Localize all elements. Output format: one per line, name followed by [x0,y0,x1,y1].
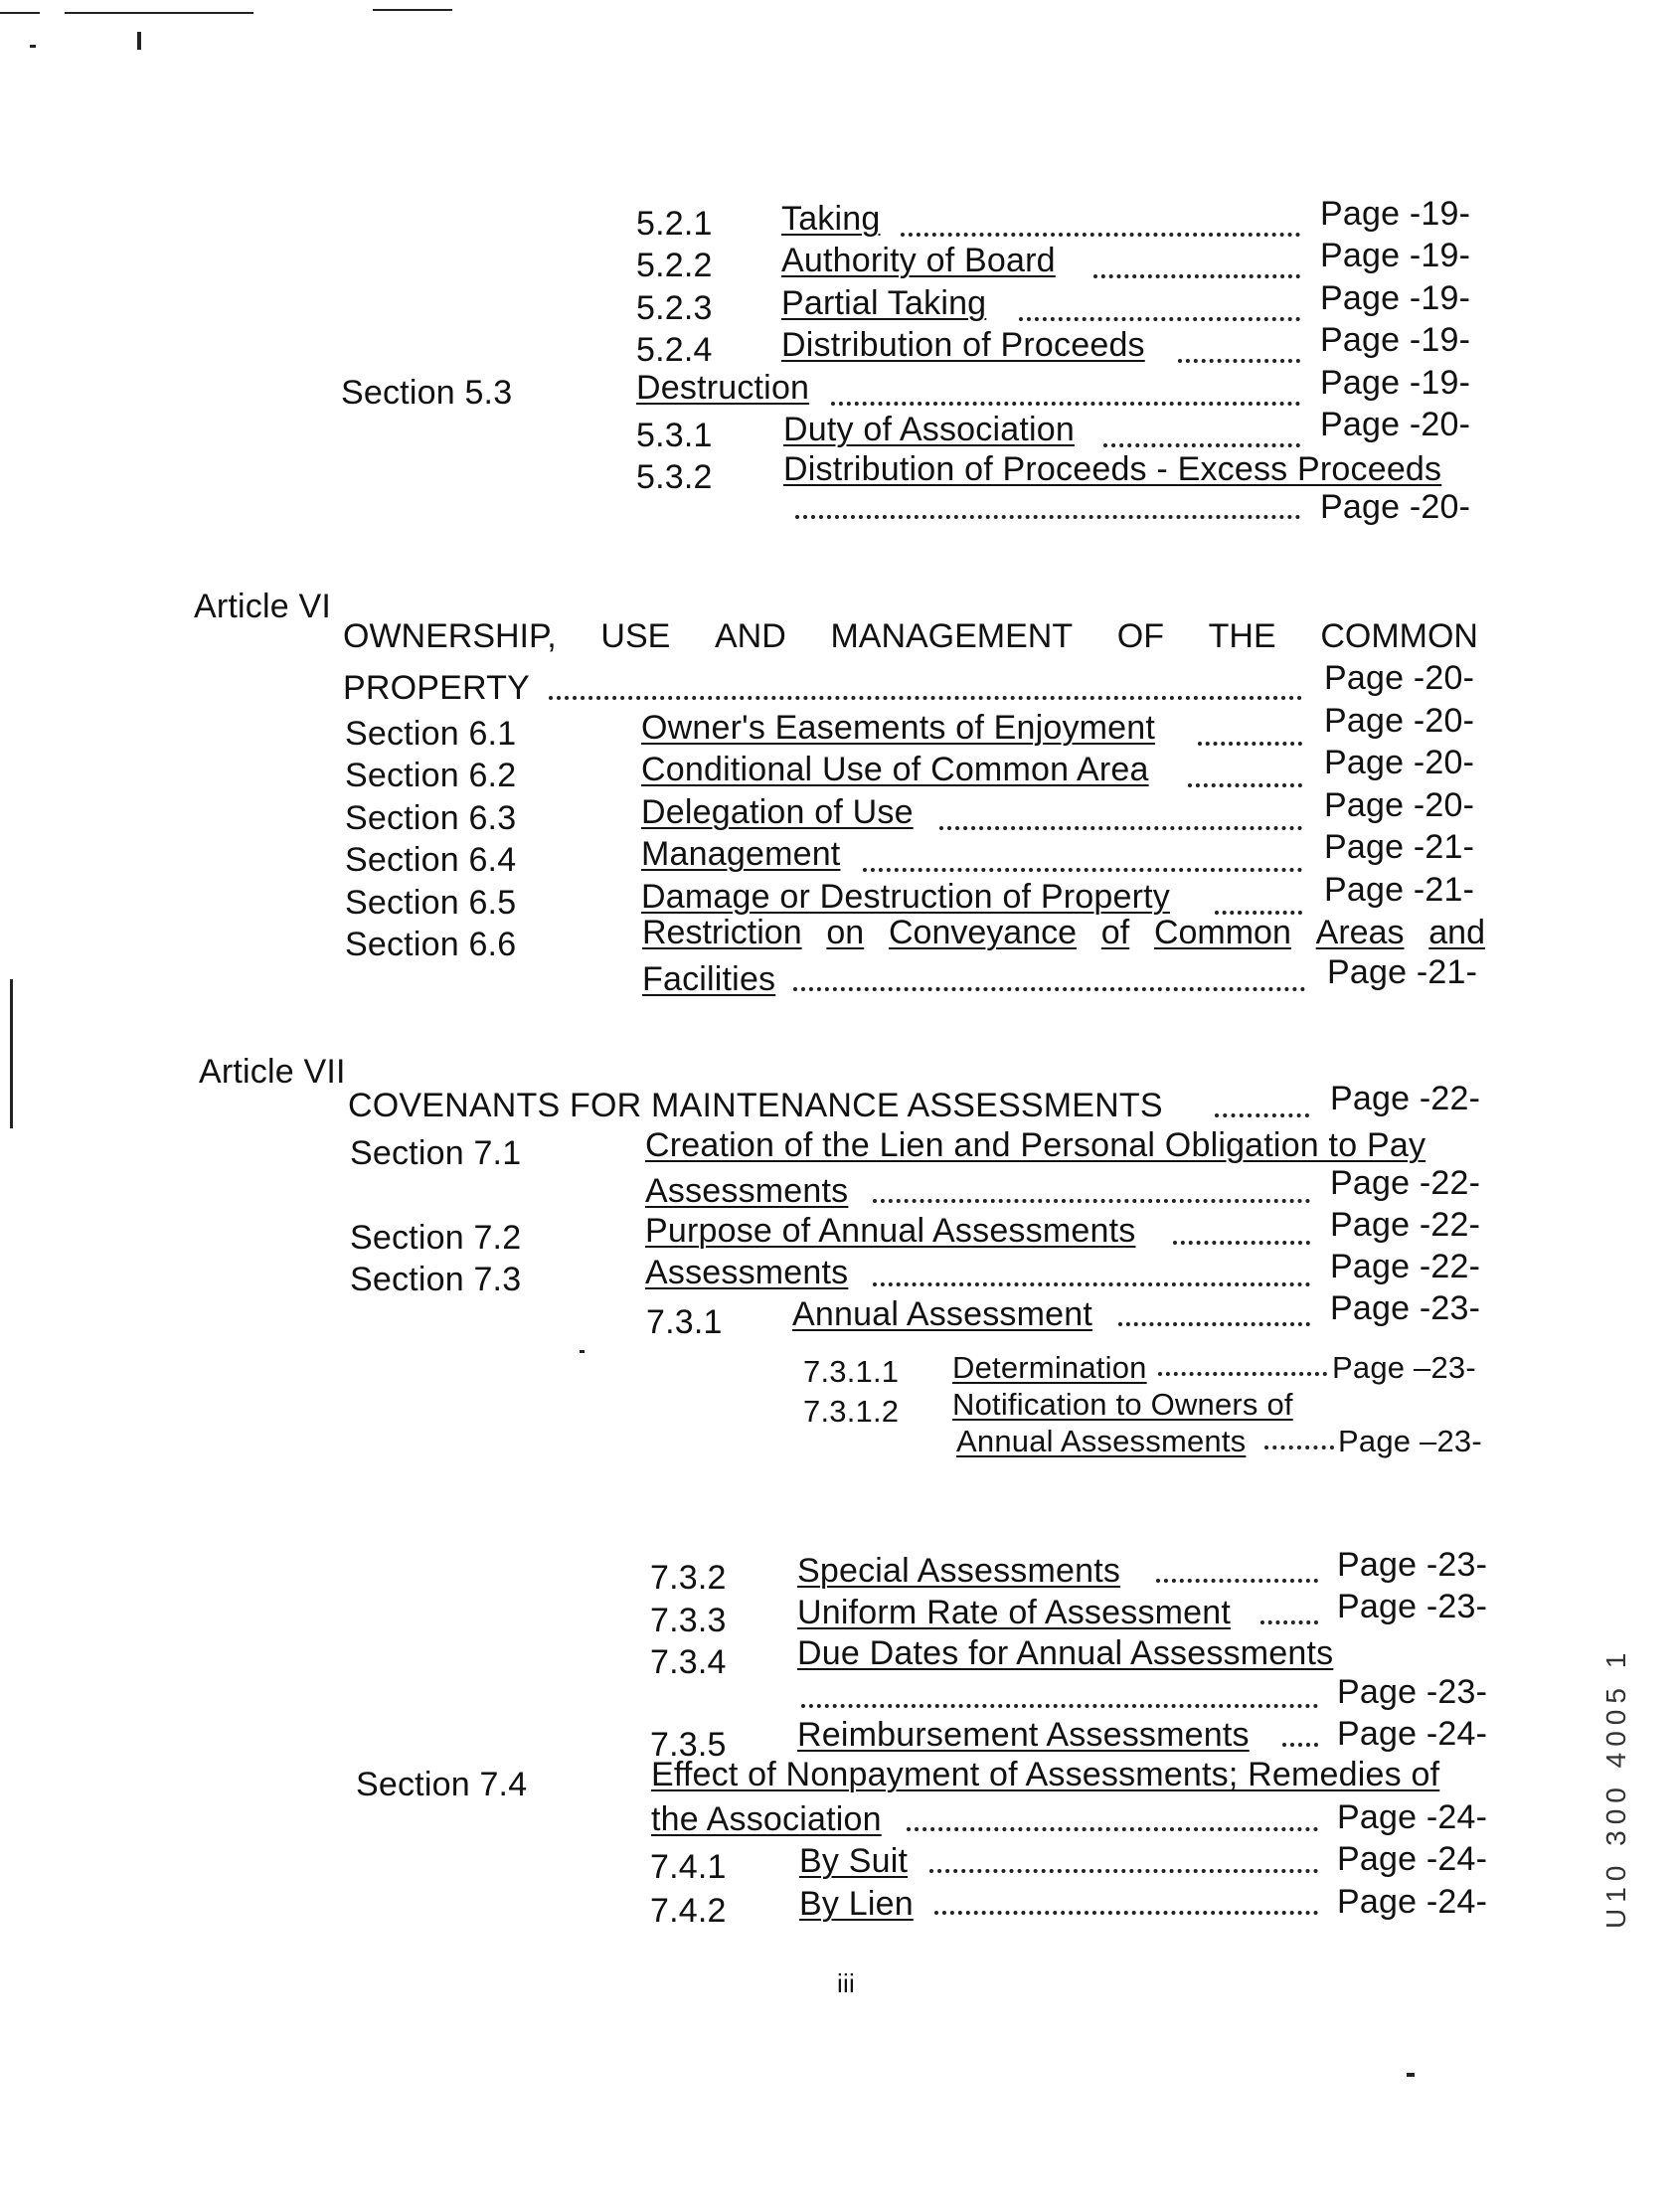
scan-mark [30,45,36,48]
toc-page: Page -19- [1320,321,1471,359]
dot-leader [549,688,1302,700]
dot-leader [934,1903,1318,1915]
toc-title-word: and [1428,914,1485,951]
toc-title: Notification to Owners of [952,1387,1293,1422]
toc-number: 7.3.1 [646,1303,723,1341]
toc-title: Creation of the Lien and Personal Obligation to Pay [645,1126,1426,1164]
article-title: COVENANTS FOR MAINTENANCE ASSESSMENTS [348,1087,1163,1124]
toc-page: Page -19- [1320,237,1471,274]
toc-title: Purpose of Annual Assessments [645,1212,1136,1250]
toc-title: Duty of Association [783,411,1075,448]
toc-page: Page -19- [1320,279,1471,317]
dot-leader [1282,1735,1318,1747]
footer-page-number: iii [837,1968,855,1998]
scan-mark [0,12,40,14]
article-title-line2: PROPERTY [343,669,531,707]
toc-page: Page -23- [1337,1673,1488,1711]
toc-title: Due Dates for Annual Assessments [797,1634,1334,1672]
toc-page: Page -24- [1337,1715,1488,1753]
toc-section-label: Section 6.1 [345,715,517,753]
dot-leader [873,1191,1310,1203]
toc-title: Management [641,835,841,873]
toc-page: Page -22- [1330,1164,1481,1202]
toc-title: By Suit [799,1842,909,1880]
toc-number: 7.4.1 [650,1848,727,1886]
toc-page: Page -19- [1320,195,1471,233]
toc-title-line2: the Association [651,1800,882,1838]
toc-page: Page -23- [1330,1289,1481,1327]
dot-leader [831,394,1300,406]
toc-title: Delegation of Use [641,793,914,831]
toc-section-label: Section 7.2 [350,1219,522,1257]
toc-page: Page -22- [1330,1080,1481,1117]
dot-leader [929,1861,1318,1873]
toc-number: 7.3.3 [650,1602,727,1639]
toc-section-label: Section 6.2 [345,757,517,794]
toc-page: Page -22- [1330,1248,1481,1285]
toc-page: Page -20- [1324,702,1475,740]
toc-section-label: Section 7.4 [356,1766,528,1803]
toc-number: 7.3.2 [650,1559,727,1597]
toc-number: 7.3.1.1 [803,1354,900,1389]
toc-section-label: Section 7.1 [350,1134,522,1172]
dot-leader [793,979,1305,991]
scan-mark [10,979,13,1128]
toc-title-line2: Facilities [642,960,776,998]
dot-leader [1093,266,1300,278]
dot-leader [1260,1613,1318,1624]
dot-leader [1103,435,1300,447]
dot-leader [1173,1233,1310,1245]
toc-page: Page -23- [1337,1546,1488,1584]
dot-leader [1178,351,1300,363]
toc-number: 7.4.2 [650,1892,727,1930]
toc-page: Page -21- [1324,871,1475,909]
toc-page: Page –23- [1332,1350,1476,1385]
toc-number: 5.2.3 [636,289,713,327]
toc-page: Page -20- [1324,786,1475,824]
scan-mark [580,1350,585,1353]
toc-page: Page -22- [1330,1206,1481,1244]
toc-title-word: of [1100,914,1130,951]
toc-title: Special Assessments [797,1552,1121,1590]
dot-leader [1118,1314,1310,1326]
toc-title: Destruction [636,369,810,407]
article-title [343,616,1478,656]
toc-page: Page –23- [1338,1424,1482,1458]
dot-leader [873,1275,1310,1286]
scan-mark [373,9,452,11]
article-title-word: USE [600,617,671,655]
article-title-word: COMMON [1320,617,1478,655]
toc-title-line2: Assessments [645,1172,849,1210]
article-title-word: OWNERSHIP, [343,617,557,655]
article-label: Article VI [194,588,332,625]
toc-number: 7.3.4 [650,1643,727,1681]
scan-mark [1407,2073,1415,2077]
toc-section-label: Section 6.5 [345,884,517,922]
article-title-word: MANAGEMENT [830,617,1074,655]
dot-leader [1158,1364,1327,1376]
article-title-word: THE [1208,617,1276,655]
toc-section-label: Section 7.3 [350,1261,522,1298]
toc-title-justified [642,913,1485,952]
dot-leader [1156,1571,1318,1583]
toc-page: Page -19- [1320,364,1471,402]
toc-page: Page -24- [1337,1883,1488,1921]
toc-page: Page -23- [1337,1588,1488,1625]
toc-title: Partial Taking [781,284,987,322]
toc-section-label: Section 5.3 [341,374,513,412]
toc-title-word: on [826,914,865,951]
dot-leader [795,507,1300,519]
dot-leader [1198,734,1302,746]
toc-page: Page -21- [1327,953,1478,991]
dot-leader [901,225,1300,237]
toc-title: Reimbursement Assessments [797,1716,1250,1754]
toc-number: 5.3.2 [636,458,713,496]
dot-leader [801,1696,1318,1708]
toc-page: Page -20- [1320,406,1471,443]
toc-page: Page -20- [1324,744,1475,781]
toc-title: Distribution of Proceeds [781,326,1145,364]
toc-title-line2: Annual Assessments [956,1424,1247,1458]
toc-section-label: Section 6.6 [345,926,517,963]
dot-leader [939,818,1302,830]
toc-page: Page -24- [1337,1798,1488,1836]
toc-number: 5.2.4 [636,331,713,369]
toc-section-label: Section 6.4 [345,841,517,879]
dot-leader [1215,1106,1309,1117]
toc-title: Assessments [645,1254,849,1291]
toc-title: Authority of Board [781,242,1056,279]
toc-title-word: Conveyance [889,914,1078,951]
dot-leader [907,1819,1318,1831]
toc-title: Distribution of Proceeds - Excess Proceeds [783,450,1442,488]
dot-leader [1188,775,1302,787]
toc-section-label: Section 6.3 [345,799,517,837]
dot-leader [1019,309,1300,321]
toc-title-word: Common [1153,914,1291,951]
scan-mark [137,32,141,50]
toc-title: Taking [781,200,881,238]
dot-leader [863,860,1302,872]
toc-title: Damage or Destruction of Property [641,878,1170,916]
toc-page: Page -20- [1320,488,1471,526]
toc-title-word: Restriction [642,914,802,951]
article-label: Article VII [199,1053,346,1091]
toc-number: 5.2.2 [636,247,713,284]
toc-title: Determination [952,1350,1147,1385]
toc-title: By Lien [799,1885,914,1923]
toc-page: Page -20- [1324,659,1475,697]
scan-mark [65,12,253,14]
toc-title-word: Areas [1315,914,1405,951]
dot-leader [1264,1438,1334,1449]
toc-number: 5.2.1 [636,205,713,243]
toc-number: 7.3.1.2 [803,1394,900,1429]
toc-title: Conditional Use of Common Area [641,751,1149,788]
toc-number: 5.3.1 [636,417,713,454]
margin-stamp: U10 300 4005 1 [1600,1646,1631,1929]
article-title-word: OF [1116,617,1164,655]
toc-number: 7.3.5 [650,1726,727,1764]
toc-page: Page -21- [1324,828,1475,866]
toc-title: Owner's Easements of Enjoyment [641,709,1156,747]
toc-title: Effect of Nonpayment of Assessments; Remedies of [651,1756,1440,1793]
article-title-word: AND [714,617,786,655]
toc-title: Uniform Rate of Assessment [797,1594,1232,1631]
toc-page: Page -24- [1337,1840,1488,1878]
toc-title: Annual Assessment [792,1295,1093,1333]
